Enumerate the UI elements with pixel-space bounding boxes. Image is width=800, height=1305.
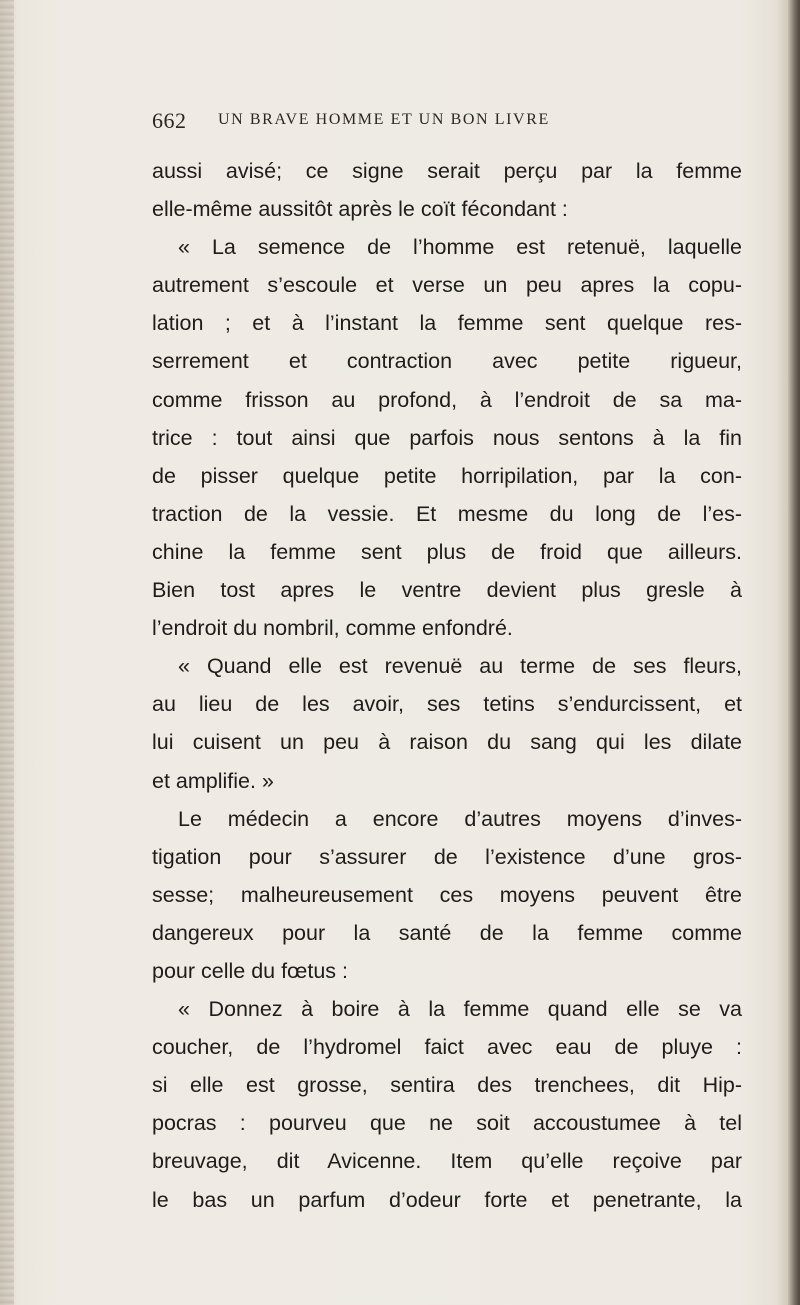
text-line: « Quand elle est revenuë au terme de ses fleurs, (178, 654, 742, 679)
text-line: de pisser quelque petite horripilation, par la con- (152, 463, 742, 488)
text-line: Bien tost apres le ventre devient plus gresle à (152, 578, 742, 603)
text-line: « Donnez à boire à la femme quand elle se va (178, 997, 742, 1022)
text-line: « La semence de l’homme est retenuë, laquelle (178, 235, 742, 260)
body-text (152, 152, 742, 1219)
text-line: au lieu de les avoir, ses tetins s’endurcissent, et (152, 692, 742, 717)
page-binding-shadow (788, 0, 800, 1305)
page-number: 662 (152, 108, 187, 133)
page-left-edge (0, 0, 14, 1305)
text-line: aussi avisé; ce signe serait perçu par la femme (152, 159, 742, 183)
text-line: le bas un parfum d’odeur forte et penetrante, la (152, 1187, 742, 1212)
page-header (152, 108, 752, 136)
text-line: lation ; et à l’instant la femme sent quelque res- (152, 311, 742, 336)
text-line: tigation pour s’assurer de l’existence d’une gros- (152, 844, 742, 869)
text-line: comme frisson au profond, à l’endroit de sa ma- (152, 387, 742, 412)
text-line: l’endroit du nombril, comme enfondré. (152, 616, 513, 641)
text-line: traction de la vessie. Et mesme du long de l’es- (152, 501, 742, 526)
text-line: breuvage, dit Avicenne. Item qu’elle reçoive par (152, 1149, 742, 1174)
text-line: elle-même aussitôt après le coït fécondant : (152, 197, 568, 222)
text-line: si elle est grosse, sentira des trenchees, dit Hip- (152, 1073, 742, 1098)
text-line: lui cuisent un peu à raison du sang qui les dilate (152, 730, 742, 755)
text-line: autrement s’escoule et verse un peu apres la copu- (152, 273, 742, 298)
text-line: et amplifie. » (152, 768, 274, 793)
text-line: coucher, de l’hydromel faict avec eau de pluye : (152, 1035, 742, 1060)
text-line: dangereux pour la santé de la femme comme (152, 920, 742, 945)
text-line: sesse; malheureusement ces moyens peuvent être (152, 882, 742, 907)
running-title: UN BRAVE HOMME ET UN BON LIVRE (218, 111, 550, 128)
text-line: serrement et contraction avec petite rigueur, (152, 349, 742, 374)
text-line: pour celle du fœtus : (152, 958, 348, 983)
text-line: pocras : pourveu que ne soit accoustumee à tel (152, 1111, 742, 1136)
text-line: Le médecin a encore d’autres moyens d’inves- (178, 806, 742, 831)
text-line: trice : tout ainsi que parfois nous sentons à la fin (152, 425, 742, 450)
text-line: chine la femme sent plus de froid que ailleurs. (152, 539, 742, 564)
